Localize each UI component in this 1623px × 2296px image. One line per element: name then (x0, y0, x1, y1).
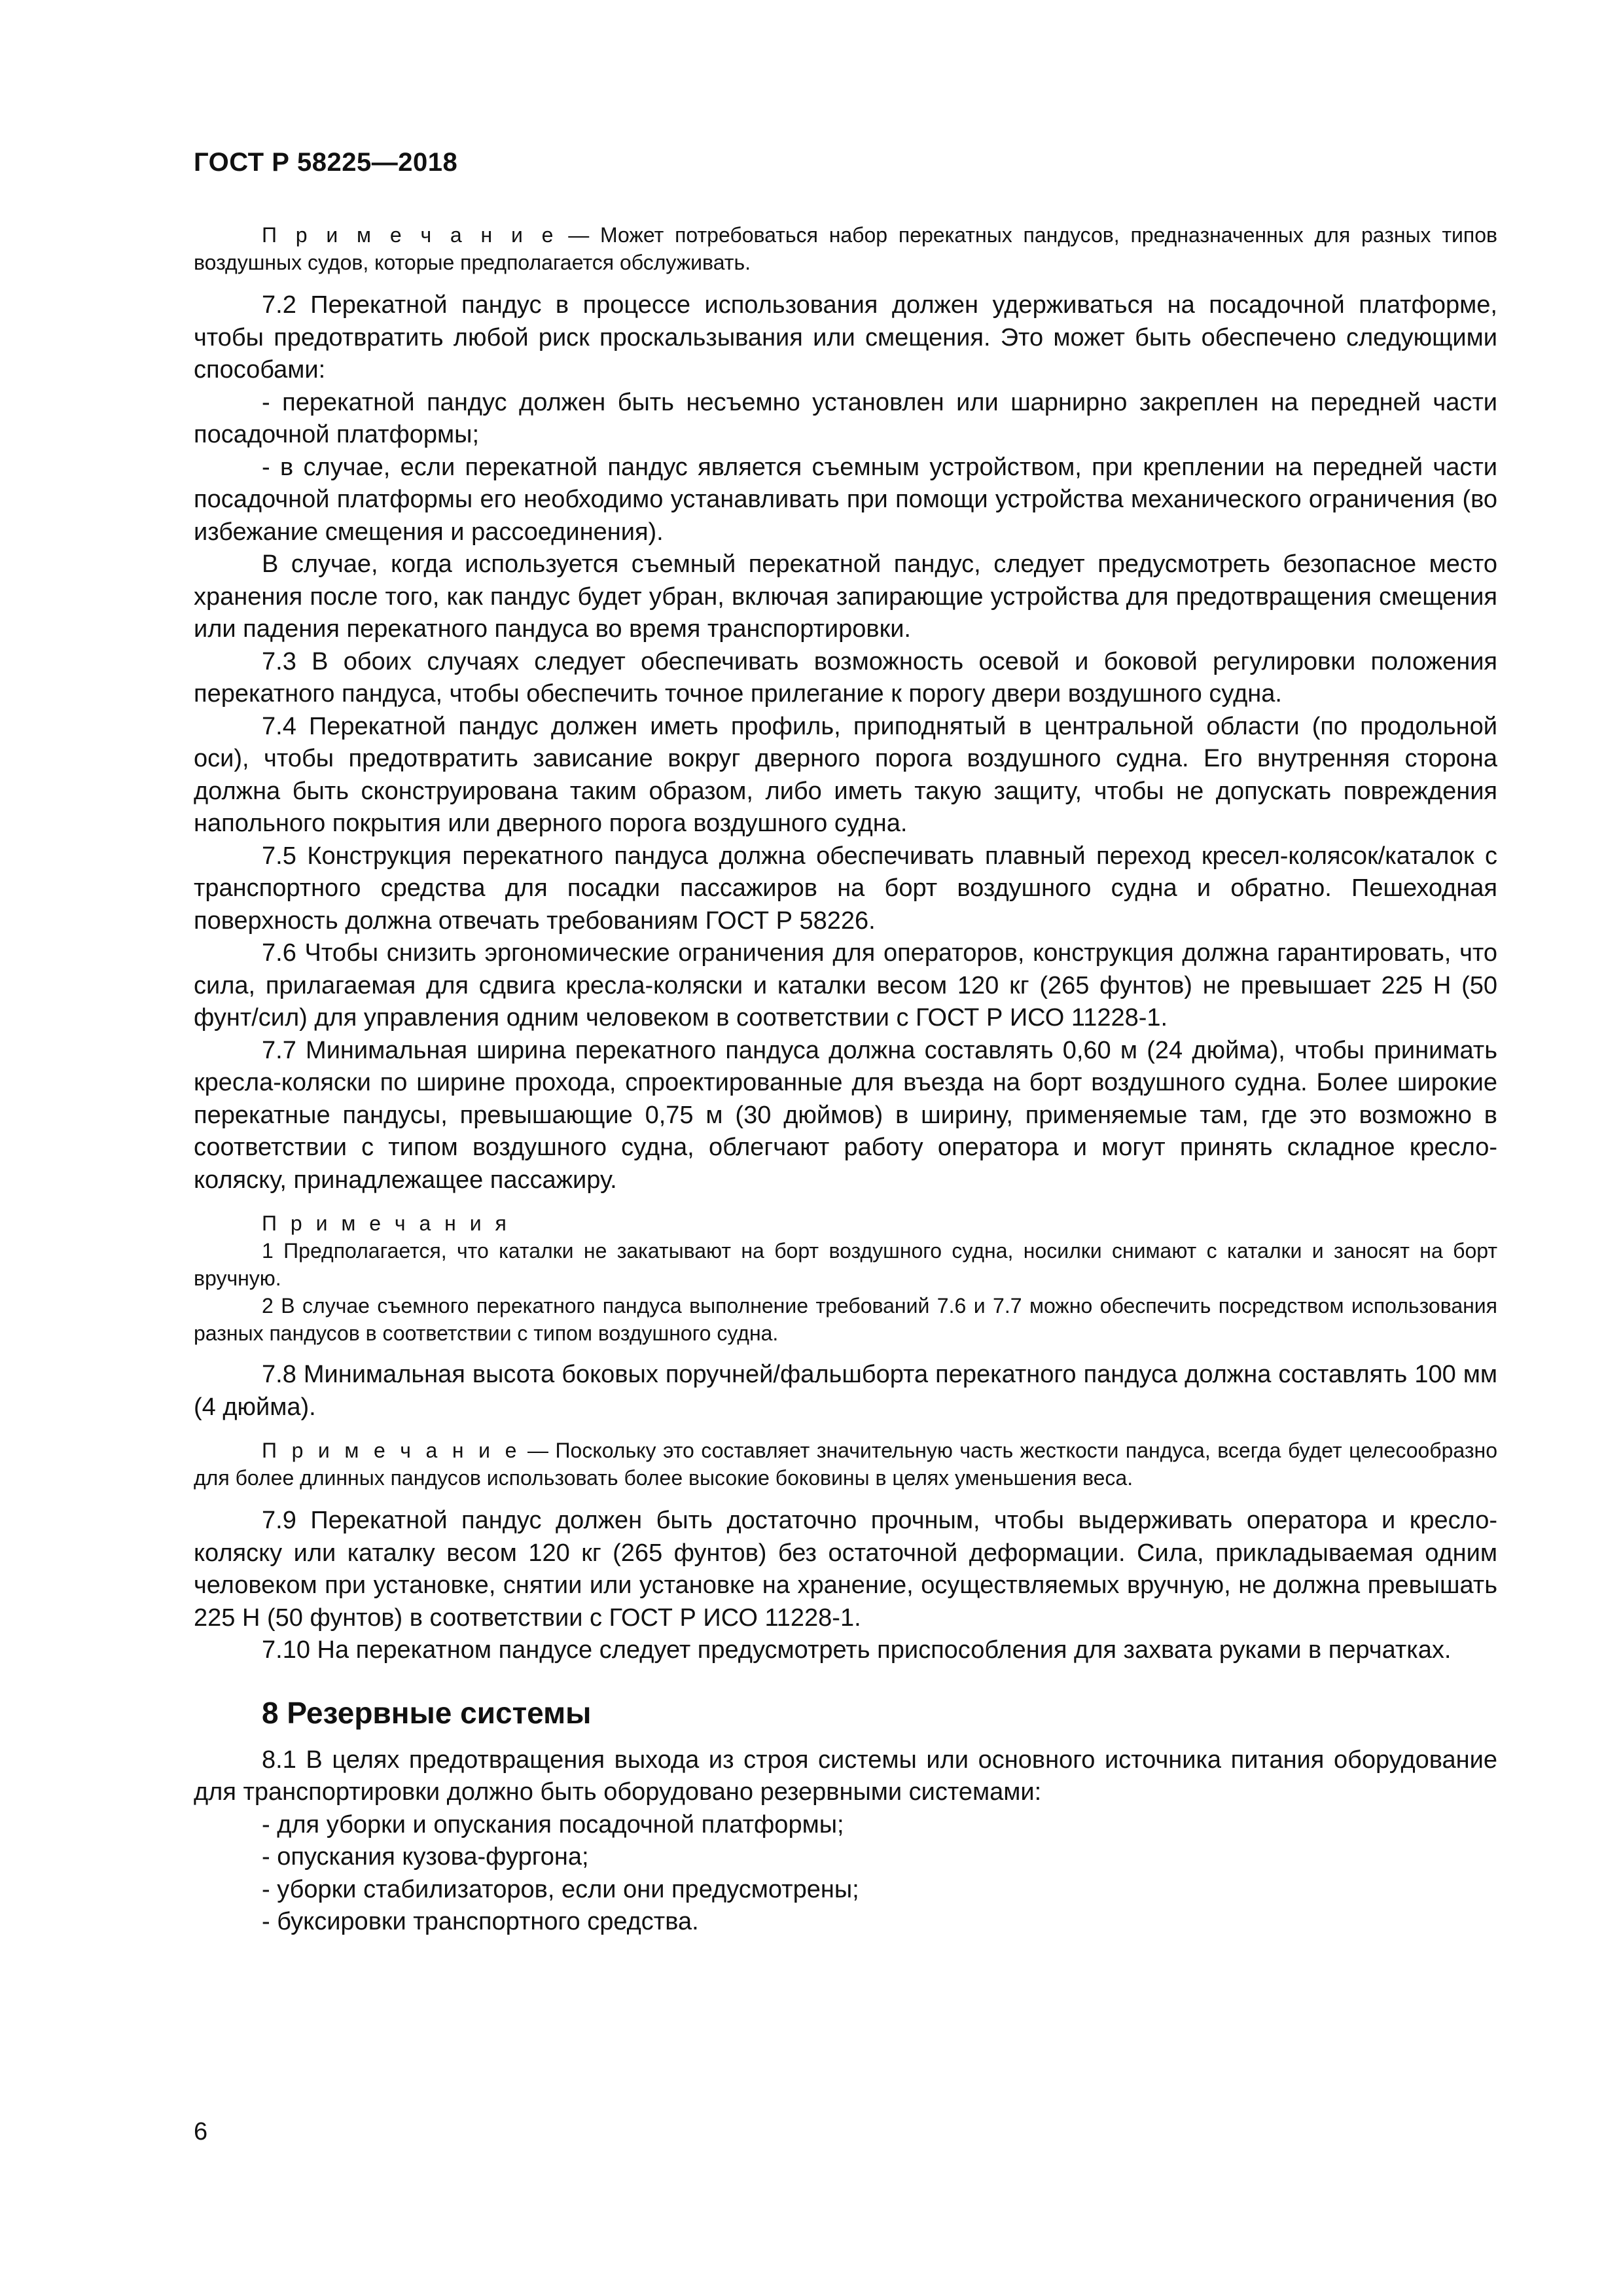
note-label: П р и м е ч а н и е (262, 223, 558, 247)
clause-7-2-tail: В случае, когда используется съемный перекатной пандус, следует предусмотреть безопасное место хранения после того, как пандус будет убран, включая запирающие устройства для предотвращения смещения или падения перекатного пандуса во время транспортировки. (194, 550, 1497, 643)
notes-item-2: 2 В случае съемного перекатного пандуса выполнение требований 7.6 и 7.7 можно обеспечить посредством использования разных пандусов в соответствии с типом воздушного судна. (194, 1294, 1497, 1345)
section-8-title: 8 Резервные системы (262, 1695, 592, 1730)
document-code-header: ГОСТ Р 58225—2018 (194, 148, 458, 177)
clause-7-8: 7.8 Минимальная высота боковых поручней/фальшборта перекатного пандуса должна составлять 100 мм (4 дюйма). (194, 1361, 1497, 1421)
notes-title: П р и м е ч а н и я (262, 1211, 510, 1235)
clause-7-2-item-1: - перекатной пандус должен быть несъемно установлен или шарнирно закреплен на передней части посадочной платформы; (194, 388, 1497, 448)
list-item: - буксировки транспортного средства. (262, 1908, 699, 1935)
clause-8-1: 8.1 В целях предотвращения выхода из строя системы или основного источника питания оборудование для транспортировки должно быть оборудовано резервными системами: (194, 1746, 1497, 1806)
note-text: — Поскольку это составляет значительную часть жесткости пандуса, всегда будет целесообразно для более длинных пандусов использовать более высокие боковины в целях уменьшения веса. (194, 1439, 1498, 1490)
note-text: — Может потребоваться набор перекатных пандусов, предназначенных для разных типов воздушных судов, которые предполагается обслуживать. (194, 223, 1498, 274)
clause-7-6: 7.6 Чтобы снизить эргономические ограничения для операторов, конструкция должна гарантировать, что сила, прилагаемая для сдвига кресла-коляски и каталки весом 120 кг (265 фунтов) не превышает 225 Н (50 фунт/сил) для управления одним человеком в соответствии с ГОСТ Р ИСО 11228-1. (194, 939, 1497, 1031)
document-body (194, 221, 1497, 1939)
clause-7-9: 7.9 Перекатной пандус должен быть достаточно прочным, чтобы выдерживать оператора и кресло-коляску или каталку весом 120 кг (265 фунтов) без остаточной деформации. Сила, прикладываемая одним человеком при установке, снятии или установке на хранение, осуществляемых вручную, не должна превышать 225 Н (50 фунтов) в соответствии с ГОСТ Р ИСО 11228-1. (194, 1507, 1497, 1632)
note-7-8 (194, 1437, 1497, 1492)
clause-7-4: 7.4 Перекатной пандус должен иметь профиль, приподнятый в центральной области (по продольной оси), чтобы предотвратить зависание вокруг дверного порога воздушного судна. Его внутренняя сторона должна быть сконструирована таким образом, либо иметь такую защиту, чтобы не допускать повреждения напольного покрытия или дверного порога воздушного судна. (194, 712, 1497, 837)
notes-item-1: 1 Предполагается, что каталки не закатывают на борт воздушного судна, носилки снимают с каталки и заносят на борт вручную. (194, 1239, 1497, 1290)
list-item: - для уборки и опускания посадочной платформы; (262, 1810, 844, 1839)
list-item: - уборки стабилизаторов, если они предусмотрены; (262, 1875, 859, 1903)
clause-7-2-item-2: - в случае, если перекатной пандус является съемным устройством, при креплении на передней части посадочной платформы его необходимо устанавливать при помощи устройства механического ограничения (во избежание смещения и рассоединения). (194, 453, 1497, 546)
clause-7-7: 7.7 Минимальная ширина перекатного пандуса должна составлять 0,60 м (24 дюйма), чтобы принимать кресла-коляски по ширине прохода, спроектированные для въезда на борт воздушного судна. Более широкие перекатные пандусы, превышающие 0,75 м (30 дюймов) в ширину, применяемые там, где это возможно в соответствии с типом воздушного судна, облегчают работу оператора и могут принять складное кресло-коляску, принадлежащее пассажиру. (194, 1036, 1497, 1194)
clause-7-2: 7.2 Перекатной пандус в процессе использования должен удерживаться на посадочной платформе, чтобы предотвратить любой риск проскальзывания или смещения. Это может быть обеспечено следующими способами: (194, 291, 1497, 384)
note-label: П р и м е ч а н и е (262, 1439, 521, 1462)
clause-7-5: 7.5 Конструкция перекатного пандуса должна обеспечивать плавный переход кресел-колясок/каталок с транспортного средства для посадки пассажиров на борт воздушного судна и обратно. Пешеходная поверхность должна отвечать требованиям ГОСТ Р 58226. (194, 842, 1497, 935)
clause-7-3: 7.3 В обоих случаях следует обеспечивать возможность осевой и боковой регулировки положения перекатного пандуса, чтобы обеспечить точное прилегание к порогу двери воздушного судна. (194, 647, 1497, 708)
page-number: 6 (194, 2118, 208, 2145)
clause-7-10: 7.10 На перекатном пандусе следует предусмотреть приспособления для захвата руками в перчатках. (262, 1636, 1452, 1664)
notes-7-7 (194, 1210, 1497, 1347)
list-item: - опускания кузова-фургона; (262, 1843, 589, 1871)
note-7-1 (194, 221, 1497, 276)
